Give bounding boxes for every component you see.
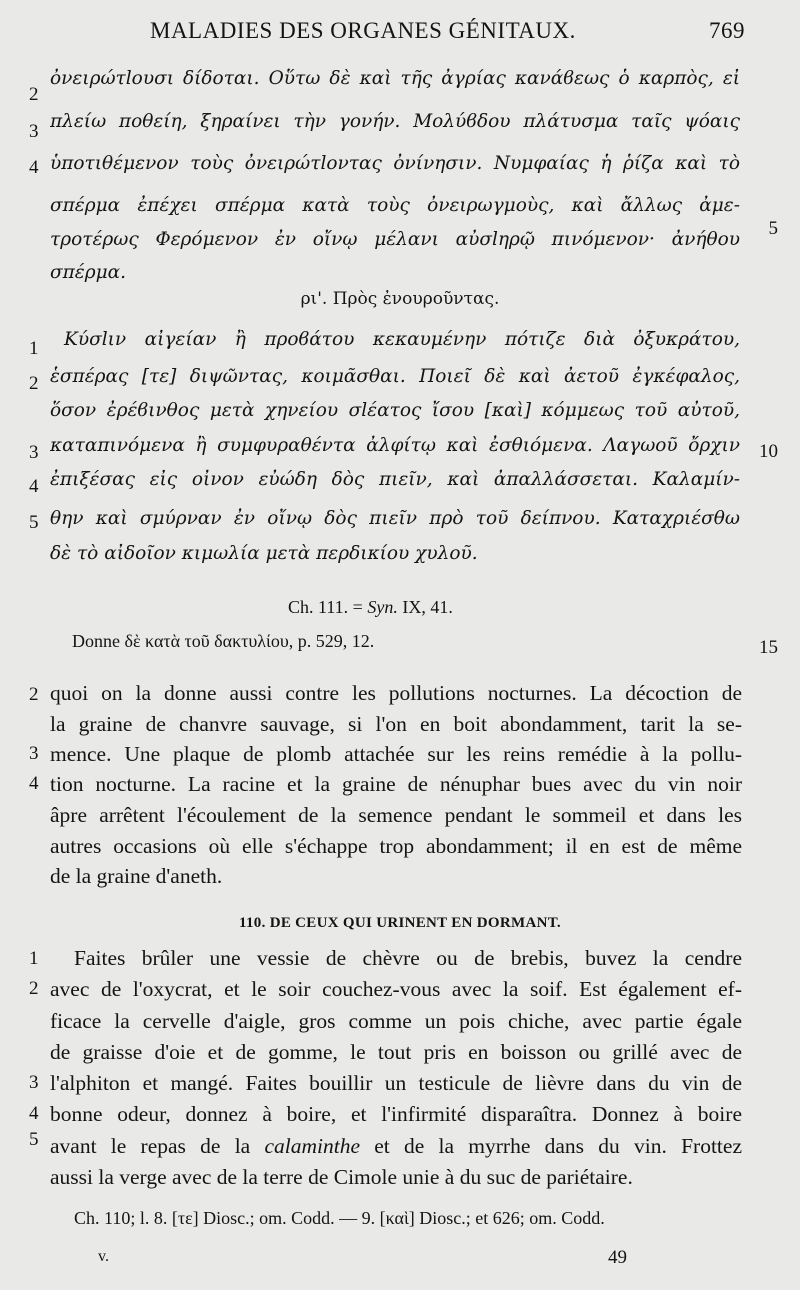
line-number: 4 xyxy=(29,157,39,178)
french-line: l'alphiton et mangé. Faites bouillir un testicule de lièvre dans du vin de xyxy=(50,1071,742,1095)
greek-line: καταπινόμενα ἢ συμφυραθέντα ἀλφίτῳ καὶ ἐσθιόμενα. Λαγωοῦ ὄρχιν xyxy=(50,435,740,456)
line-number: 2 xyxy=(29,373,39,394)
french-line: Faites brûler une vessie de chèvre ou de brebis, buvez la cendre xyxy=(74,946,742,970)
greek-reference-note xyxy=(288,597,453,618)
reference-italic: Syn. xyxy=(367,597,398,617)
greek-line: ὅσον ἐρέϐινθος μετὰ χηνείου σlέατος ἴσου [καὶ] κόμμεως τοῦ αὐτοῦ, xyxy=(50,400,740,421)
french-line: avec de l'oxycrat, et le soir couchez-vous avec la soif. Est également ef- xyxy=(50,977,742,1001)
reference-text: IX, 41. xyxy=(397,597,453,617)
line-number: 3 xyxy=(29,121,39,142)
line-number: 4 xyxy=(29,476,39,497)
line-number: 4 xyxy=(29,1103,39,1124)
greek-line: θην καὶ σμύρναν ἐν οἴνῳ δὸς πιεῖν πρὸ τοῦ δείπνου. Καταχριέσθω xyxy=(50,508,740,529)
line-number: 1 xyxy=(29,948,39,969)
greek-line: σπέρμα ἐπέχει σπέρμα κατὰ τοὺς ὀνειρωγμοὺς, καὶ ἄλλως ἀμε- xyxy=(50,195,740,216)
greek-line: σπέρμα. xyxy=(50,262,126,283)
french-text: et de la myrrhe dans du vin. Frottez xyxy=(360,1134,742,1158)
french-line: âpre arrêtent l'écoulement de la semence pendant le sommeil et dans les xyxy=(50,803,742,827)
french-line: quoi on la donne aussi contre les pollutions nocturnes. La décoction de xyxy=(50,681,742,705)
line-number: 3 xyxy=(29,743,39,764)
line-number: 5 xyxy=(29,1129,39,1150)
greek-line: ἑσπέρας [τε] διψῶντας, κοιμᾶσθαι. Ποιεῖ δὲ καὶ ἀετοῦ ἐγκέφαλος, xyxy=(50,366,740,387)
line-number: 5 xyxy=(29,512,39,533)
greek-line: δὲ τὸ αἰδοῖον κιμωλία μετὰ περδικίου χυλοῦ. xyxy=(50,543,478,564)
french-line: la graine de chanvre sauvage, si l'on en boit abondamment, tarit la se- xyxy=(50,712,742,736)
line-number: 4 xyxy=(29,773,39,794)
french-italic-term: calaminthe xyxy=(264,1134,360,1158)
greek-line: ὀνειρώτlουσι δίδοται. Οὕτω δὲ καὶ τῆς ἀγρίας κανάϐεως ὁ καρπὸς, εἰ xyxy=(50,68,740,89)
french-text: avant le repas de la xyxy=(50,1134,265,1158)
greek-line: τροτέρως Φερόμενον ἐν οἴνῳ μέλανι αὐσlηρῷ πινόμενον· ἀνήθου xyxy=(50,229,740,250)
reference-text: Ch. 111. = xyxy=(288,597,368,617)
apparatus-footnote: Ch. 110; l. 8. [τε] Diosc.; om. Codd. — 9. [καὶ] Diosc.; et 626; om. Codd. xyxy=(74,1208,605,1228)
french-line: bonne odeur, donnez à boire, et l'infirmité disparaîtra. Donnez à boire xyxy=(50,1102,742,1126)
greek-line: Κύσlιν αἰγείαν ἢ προϐάτου κεκαυμένην πότιζε διὰ ὀξυκράτου, xyxy=(64,329,740,350)
french-line: mence. Une plaque de plomb attachée sur les reins remédie à la pollu- xyxy=(50,742,742,766)
margin-line-number: 15 xyxy=(759,637,778,658)
greek-line: πλείω ποθείη, ξηραίνει τὴν γονήν. Μολύϐδου πλάτυσμα ταῖς ψόαις xyxy=(50,111,740,132)
french-line: de la graine d'aneth. xyxy=(50,864,223,888)
line-number: 2 xyxy=(29,84,39,105)
running-header xyxy=(150,18,745,44)
french-line: autres occasions où elle s'échappe trop abondamment; il en est de même xyxy=(50,834,742,858)
french-section-title: 110. DE CEUX QUI URINENT EN DORMANT. xyxy=(239,915,561,931)
french-line: aussi la verge avec de la terre de Cimole unie à du suc de pariétaire. xyxy=(50,1165,633,1189)
french-line: ficace la cervelle d'aigle, gros comme un pois chiche, avec partie égale xyxy=(50,1009,742,1033)
line-number: 3 xyxy=(29,442,39,463)
french-line: tion nocturne. La racine et la graine de nénuphar bues avec du vin noir xyxy=(50,772,742,796)
greek-variant-note: Donne δὲ κατὰ τοῦ δακτυλίου, p. 529, 12. xyxy=(72,631,375,651)
french-line: de graisse d'oie et de gomme, le tout pris en boisson ou grillé avec de xyxy=(50,1040,742,1064)
french-line xyxy=(50,1134,742,1159)
line-number: 1 xyxy=(29,338,39,359)
running-title: MALADIES DES ORGANES GÉNITAUX. xyxy=(150,18,576,43)
signature-mark: v. xyxy=(98,1248,109,1265)
line-number: 2 xyxy=(29,978,39,999)
margin-line-number: 5 xyxy=(768,218,778,239)
line-number: 3 xyxy=(29,1072,39,1093)
greek-section-title: ρι'. Πρὸς ἐνουροῦντας. xyxy=(300,289,500,309)
greek-line: ἐπιξέσας εἰς οἶνον εὐώδη δὸς πιεῖν, καὶ ἀπαλλάσσεται. Καλαμίν- xyxy=(50,469,740,490)
line-number: 2 xyxy=(29,684,39,705)
margin-line-number: 10 xyxy=(759,441,778,462)
greek-line: ὑποτιθέμενον τοὺς ὀνειρώτlοντας ὀνίνησιν. Νυμφαίας ἡ ῥίζα καὶ τὸ xyxy=(50,153,740,174)
sheet-number: 49 xyxy=(608,1247,627,1268)
page-number: 769 xyxy=(709,18,745,43)
